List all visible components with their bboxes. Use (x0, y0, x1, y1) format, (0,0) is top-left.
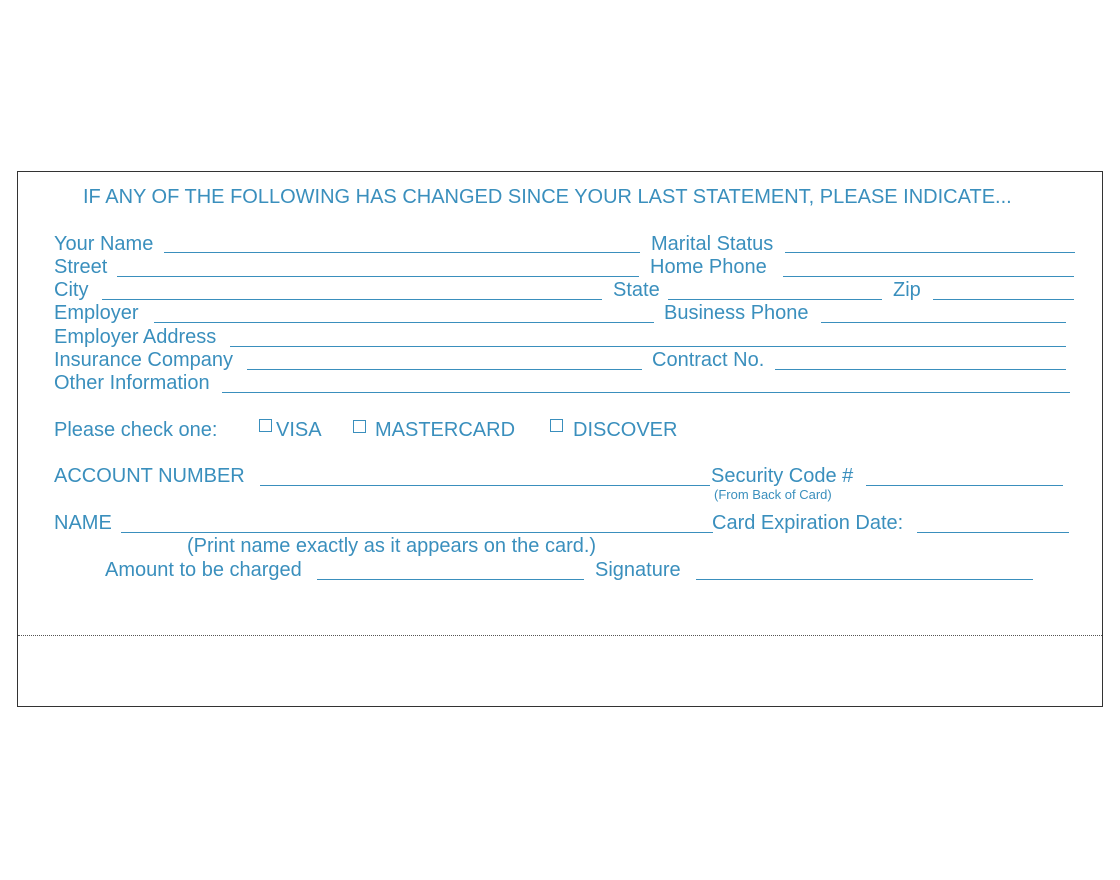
discover-checkbox[interactable] (550, 419, 563, 432)
expiration-date-label: Card Expiration Date: (712, 512, 904, 534)
street-label: Street (54, 256, 108, 278)
visa-checkbox[interactable] (259, 419, 272, 432)
mastercard-checkbox[interactable] (353, 420, 366, 433)
security-code-note: (From Back of Card) (714, 487, 832, 502)
cardholder-name-label: NAME (54, 512, 112, 534)
other-information-field[interactable] (222, 392, 1070, 393)
amount-field[interactable] (317, 579, 584, 580)
zip-field[interactable] (933, 299, 1074, 300)
account-number-label: ACCOUNT NUMBER (54, 465, 245, 487)
perforation-line (18, 635, 1102, 636)
home-phone-label: Home Phone (650, 256, 767, 278)
business-phone-label: Business Phone (664, 302, 809, 324)
insurance-company-label: Insurance Company (54, 349, 233, 371)
change-of-info-form (17, 171, 1103, 707)
marital-status-label: Marital Status (651, 233, 774, 255)
account-number-field[interactable] (260, 485, 710, 486)
signature-label: Signature (595, 559, 681, 581)
your-name-field[interactable] (164, 252, 640, 253)
print-name-note: (Print name exactly as it appears on the card.) (187, 535, 597, 557)
insurance-company-field[interactable] (247, 369, 642, 370)
contract-no-field[interactable] (775, 369, 1066, 370)
zip-label: Zip (893, 279, 921, 301)
employer-label: Employer (54, 302, 139, 324)
marital-status-field[interactable] (785, 252, 1075, 253)
security-code-field[interactable] (866, 485, 1063, 486)
signature-field[interactable] (696, 579, 1033, 580)
cardholder-name-field[interactable] (121, 532, 713, 533)
state-field[interactable] (668, 299, 882, 300)
employer-address-label: Employer Address (54, 326, 217, 348)
city-field[interactable] (102, 299, 602, 300)
contract-no-label: Contract No. (652, 349, 765, 371)
form-header: IF ANY OF THE FOLLOWING HAS CHANGED SINCE YOUR LAST STATEMENT, PLEASE INDICATE... (83, 186, 1012, 208)
employer-address-field[interactable] (230, 346, 1066, 347)
discover-label: DISCOVER (573, 419, 678, 441)
amount-label: Amount to be charged (105, 559, 302, 581)
your-name-label: Your Name (54, 233, 154, 255)
security-code-label: Security Code # (711, 465, 854, 487)
state-label: State (613, 279, 660, 301)
mastercard-label: MASTERCARD (375, 419, 516, 441)
employer-field[interactable] (154, 322, 654, 323)
visa-label: VISA (276, 419, 322, 441)
other-information-label: Other Information (54, 372, 210, 394)
city-label: City (54, 279, 89, 301)
business-phone-field[interactable] (821, 322, 1066, 323)
home-phone-field[interactable] (783, 276, 1074, 277)
street-field[interactable] (117, 276, 639, 277)
expiration-date-field[interactable] (917, 532, 1069, 533)
check-one-label: Please check one: (54, 419, 218, 441)
